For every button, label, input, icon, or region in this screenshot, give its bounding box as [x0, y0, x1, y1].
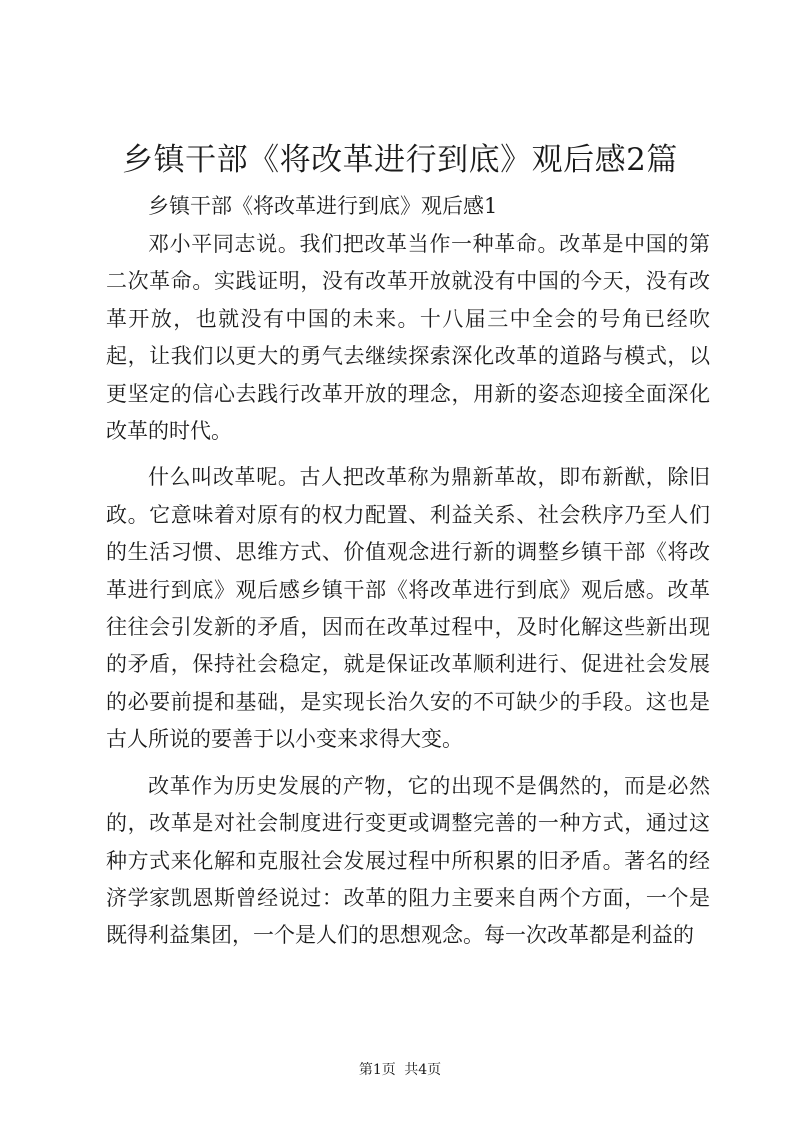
paragraph: 改革作为历史发展的产物，它的出现不是偶然的，而是必然的，改革是对社会制度进行变更或调整完善的一种方式，通过这种方式来化解和克服社会发展过程中所积累的旧矛盾。著名的经济学家凯恩斯曾经说过：改革的阻力主要来自两个方面，一个是既得利益集团，一个是人们的思想观念。每一次改革都是利益的: [106, 773, 710, 948]
page-number: 第1页: [358, 1062, 396, 1078]
document-title: 乡镇干部《将改革进行到底》观后感2篇: [122, 142, 678, 178]
document-subtitle: 乡镇干部《将改革进行到底》观后感1: [148, 194, 498, 218]
document-body: [106, 226, 710, 964]
page-total: 共4页: [404, 1062, 442, 1078]
paragraph: 什么叫改革呢。古人把改革称为鼎新革故，即布新猷，除旧政。它意味着对原有的权力配置、利益关系、社会秩序乃至人们的生活习惯、思维方式、价值观念进行新的调整乡镇干部《将改革进行到底》观后感乡镇干部《将改革进行到底》观后感。改革往往会引发新的矛盾，因而在改革过程中，及时化解这些新出现的矛盾，保持社会稳定，就是保证改革顺利进行、促进社会发展的必要前提和基础，是实现长治久安的不可缺少的手段。这也是古人所说的要善于以小变来求得大变。: [106, 465, 710, 752]
paragraph: 邓小平同志说。我们把改革当作一种革命。改革是中国的第二次革命。实践证明，没有改革开放就没有中国的今天，没有改革开放，也就没有中国的未来。十八届三中全会的号角已经吹起，让我们以更大的勇气去继续探索深化改革的道路与模式，以更坚定的信心去践行改革开放的理念，用新的姿态迎接全面深化改革的时代。: [106, 232, 710, 444]
page-footer: [0, 1060, 800, 1080]
